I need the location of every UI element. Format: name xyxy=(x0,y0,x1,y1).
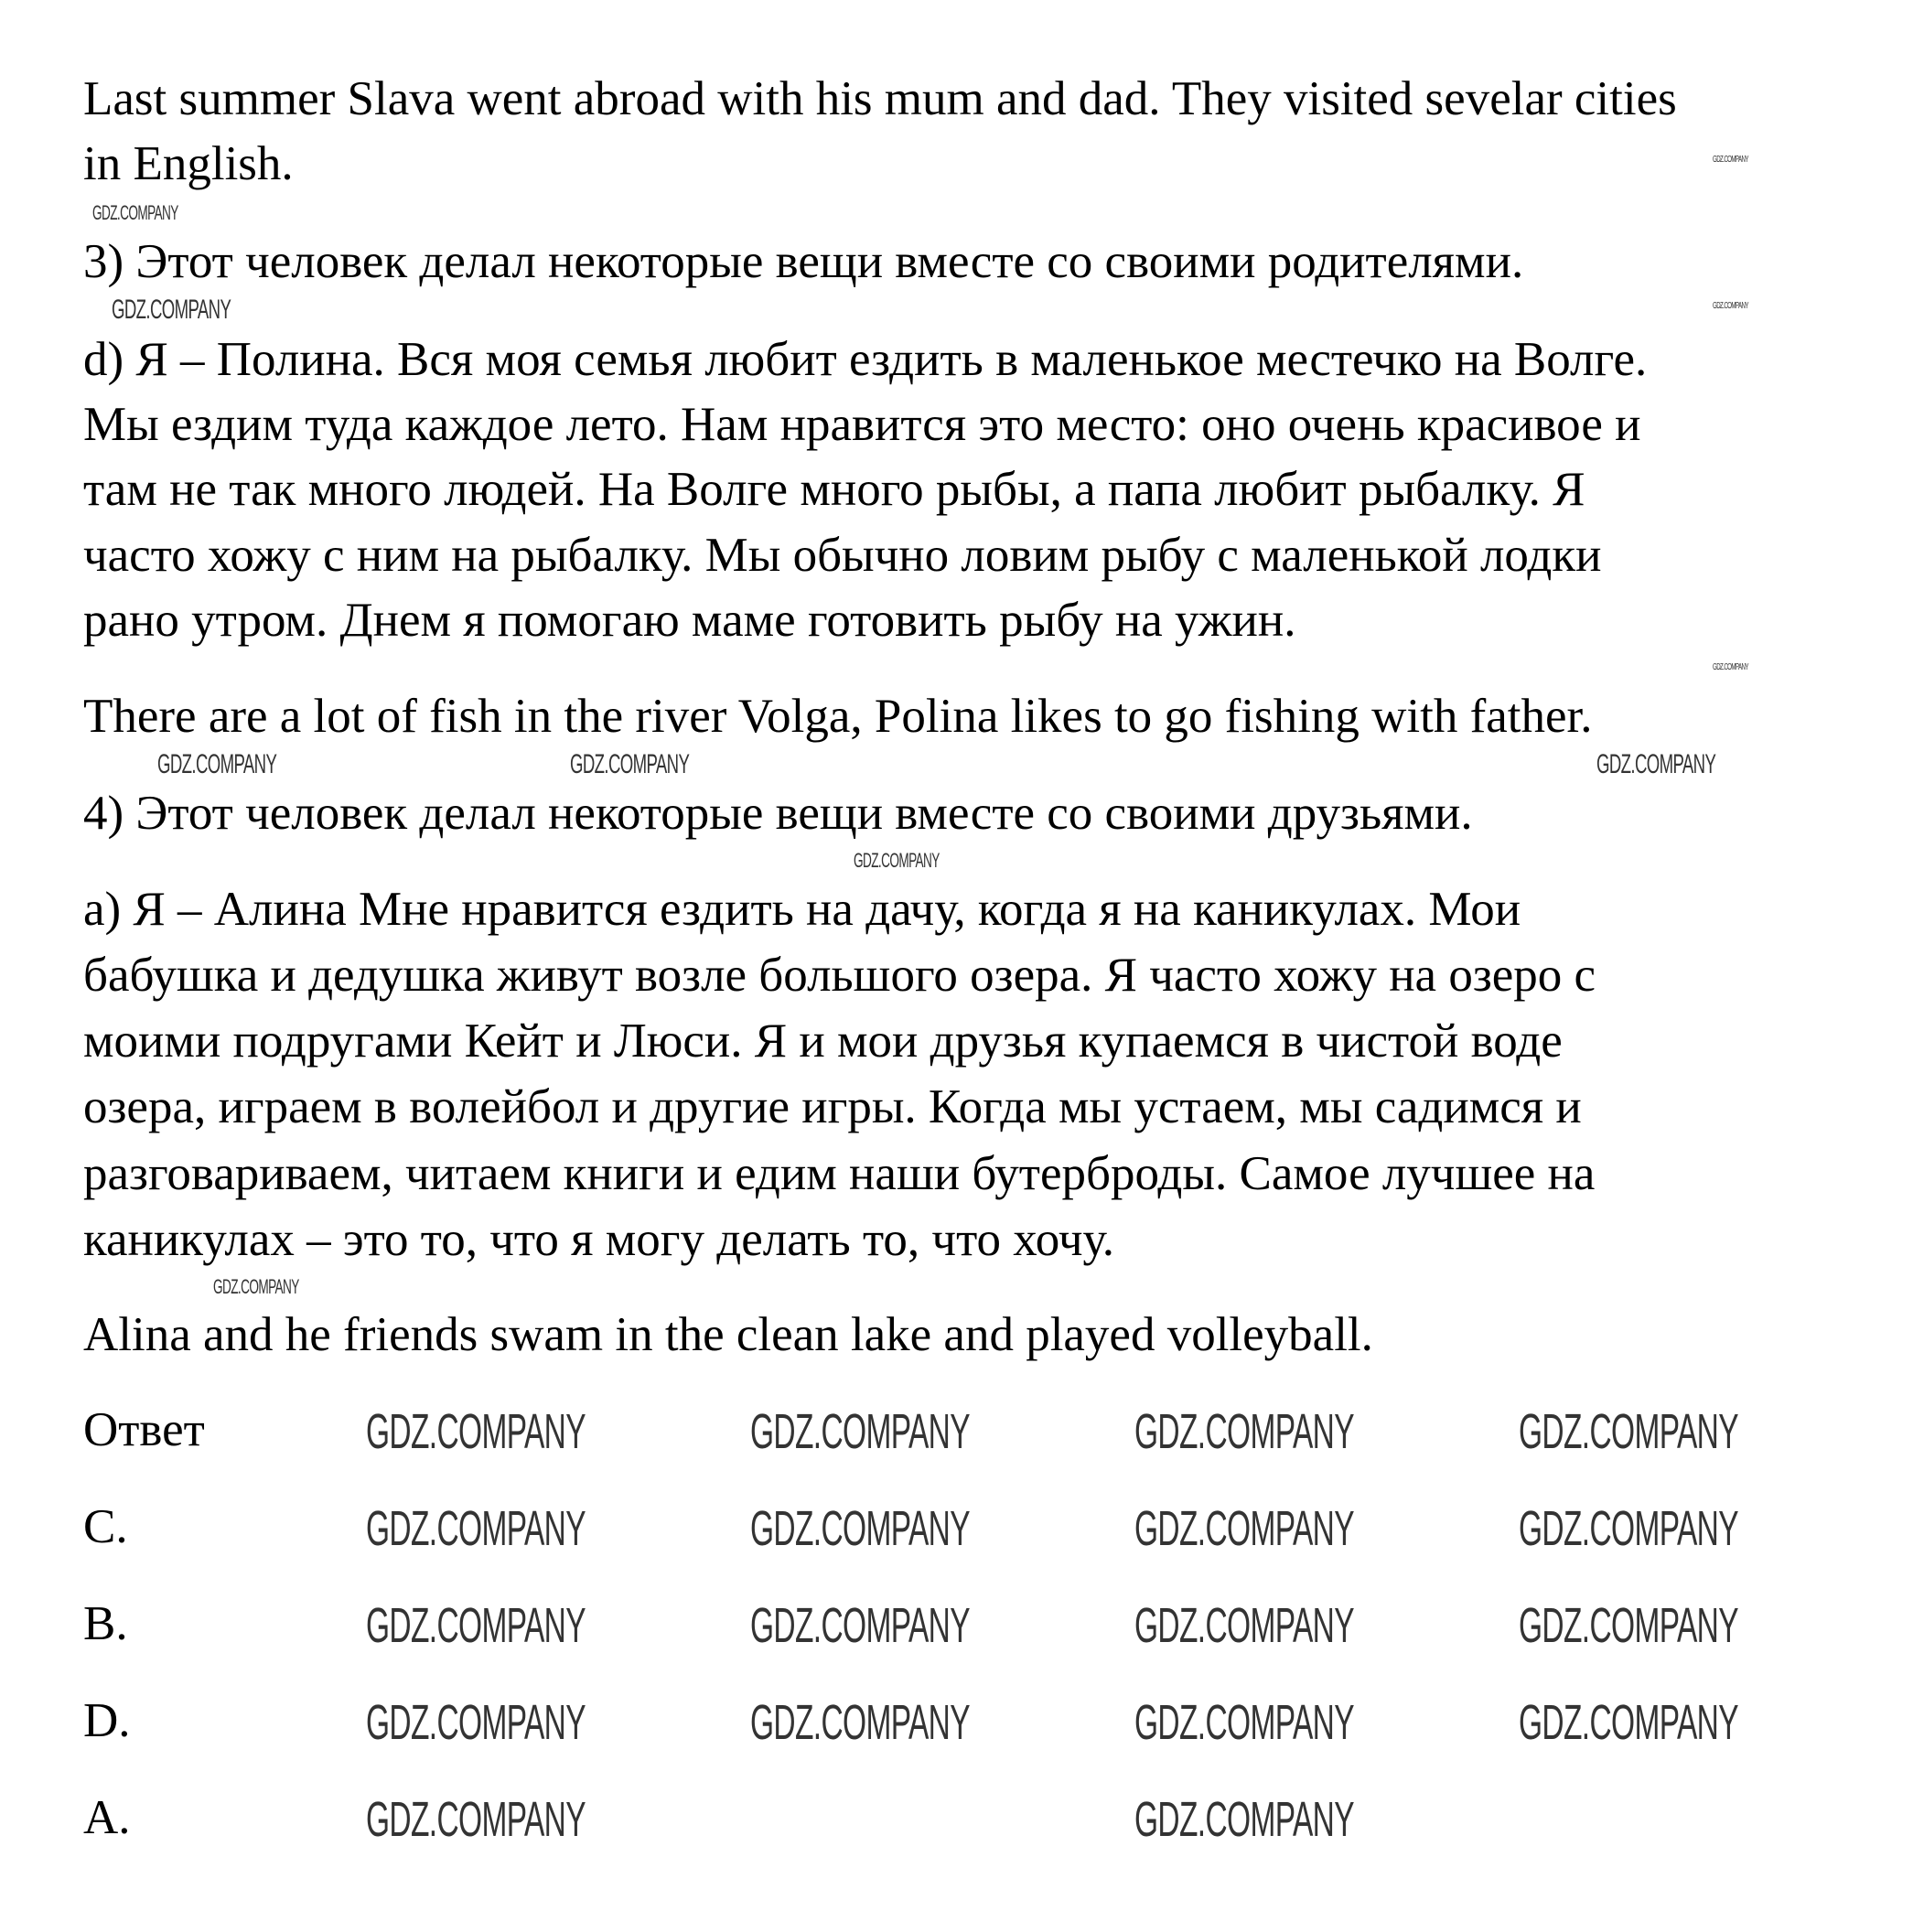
watermark: GDZ.COMPANY xyxy=(1713,155,1748,165)
section-4-text-line: разговариваем, читаем книги и едим наши бутерброды. Самое лучшее на xyxy=(83,1147,1596,1200)
watermark: GDZ.COMPANY xyxy=(1134,1598,1354,1653)
section-4-text-line: бабушка и дедушка живут возле большого озера. Я часто хожу на озеро с xyxy=(83,949,1596,1002)
watermark: GDZ.COMPANY xyxy=(750,1598,970,1653)
watermark: GDZ.COMPANY xyxy=(750,1695,970,1750)
answer-item: C. xyxy=(83,1500,128,1553)
watermark: GDZ.COMPANY xyxy=(1134,1792,1354,1847)
watermark: GDZ.COMPANY xyxy=(366,1598,586,1653)
watermark: GDZ.COMPANY xyxy=(213,1275,299,1298)
watermark: GDZ.COMPANY xyxy=(1134,1501,1354,1556)
section-4-text-line: каникулах – это то, что я могу делать то, что хочу. xyxy=(83,1213,1115,1266)
watermark: GDZ.COMPANY xyxy=(854,849,940,872)
section-3-text-line: там не так много людей. На Волге много рыбы, а папа любит рыбалку. Я xyxy=(83,463,1585,516)
intro-line: Last summer Slava went abroad with his mum and dad. They visited sevelar cities xyxy=(83,72,1677,125)
watermark: GDZ.COMPANY xyxy=(1134,1695,1354,1750)
watermark: GDZ.COMPANY xyxy=(570,749,690,779)
section-3-text-line: d) Я – Полина. Вся моя семья любит ездить в маленькое местечко на Волге. xyxy=(83,333,1648,386)
watermark: GDZ.COMPANY xyxy=(1134,1404,1354,1459)
watermark: GDZ.COMPANY xyxy=(366,1695,586,1750)
section-3-text-line: рано утром. Днем я помогаю маме готовить рыбу на ужин. xyxy=(83,594,1296,647)
section-4-text-line: озера, играем в волейбол и другие игры. Когда мы устаем, мы садимся и xyxy=(83,1080,1582,1133)
watermark: GDZ.COMPANY xyxy=(750,1501,970,1556)
intro-line: in English. xyxy=(83,137,294,190)
section-4-english: Alina and he friends swam in the clean lake and played volleyball. xyxy=(83,1308,1373,1361)
answer-item: D. xyxy=(83,1694,131,1747)
section-4-heading: 4) Этот человек делал некоторые вещи вместе со своими друзьями. xyxy=(83,787,1473,840)
answer-item: B. xyxy=(83,1597,128,1650)
watermark: GDZ.COMPANY xyxy=(366,1501,586,1556)
section-3-text-line: Мы ездим туда каждое лето. Нам нравится это место: оно очень красивое и xyxy=(83,398,1641,451)
watermark: GDZ.COMPANY xyxy=(750,1404,970,1459)
watermark: GDZ.COMPANY xyxy=(1713,301,1748,311)
section-3-english: There are a lot of fish in the river Volga, Polina likes to go fishing with father. xyxy=(83,690,1593,743)
watermark: GDZ.COMPANY xyxy=(366,1792,586,1847)
watermark: GDZ.COMPANY xyxy=(1519,1501,1738,1556)
watermark: GDZ.COMPANY xyxy=(1519,1695,1738,1750)
section-3-text-line: часто хожу с ним на рыбалку. Мы обычно ловим рыбу с маленькой лодки xyxy=(83,529,1602,582)
section-4-text-line: а) Я – Алина Мне нравится ездить на дачу, когда я на каникулах. Мои xyxy=(83,883,1521,936)
watermark: GDZ.COMPANY xyxy=(366,1404,586,1459)
watermark: GDZ.COMPANY xyxy=(157,749,277,779)
watermark: GDZ.COMPANY xyxy=(1713,662,1748,672)
watermark: GDZ.COMPANY xyxy=(1596,749,1716,779)
watermark: GDZ.COMPANY xyxy=(1519,1598,1738,1653)
watermark: GDZ.COMPANY xyxy=(1519,1404,1738,1459)
watermark: GDZ.COMPANY xyxy=(92,201,178,224)
answer-item: A. xyxy=(83,1791,131,1844)
answer-label: Ответ xyxy=(83,1403,205,1456)
section-4-text-line: моими подругами Кейт и Люси. Я и мои друзья купаемся в чистой воде xyxy=(83,1014,1563,1068)
watermark: GDZ.COMPANY xyxy=(112,295,231,325)
section-3-heading: 3) Этот человек делал некоторые вещи вместе со своими родителями. xyxy=(83,235,1524,288)
